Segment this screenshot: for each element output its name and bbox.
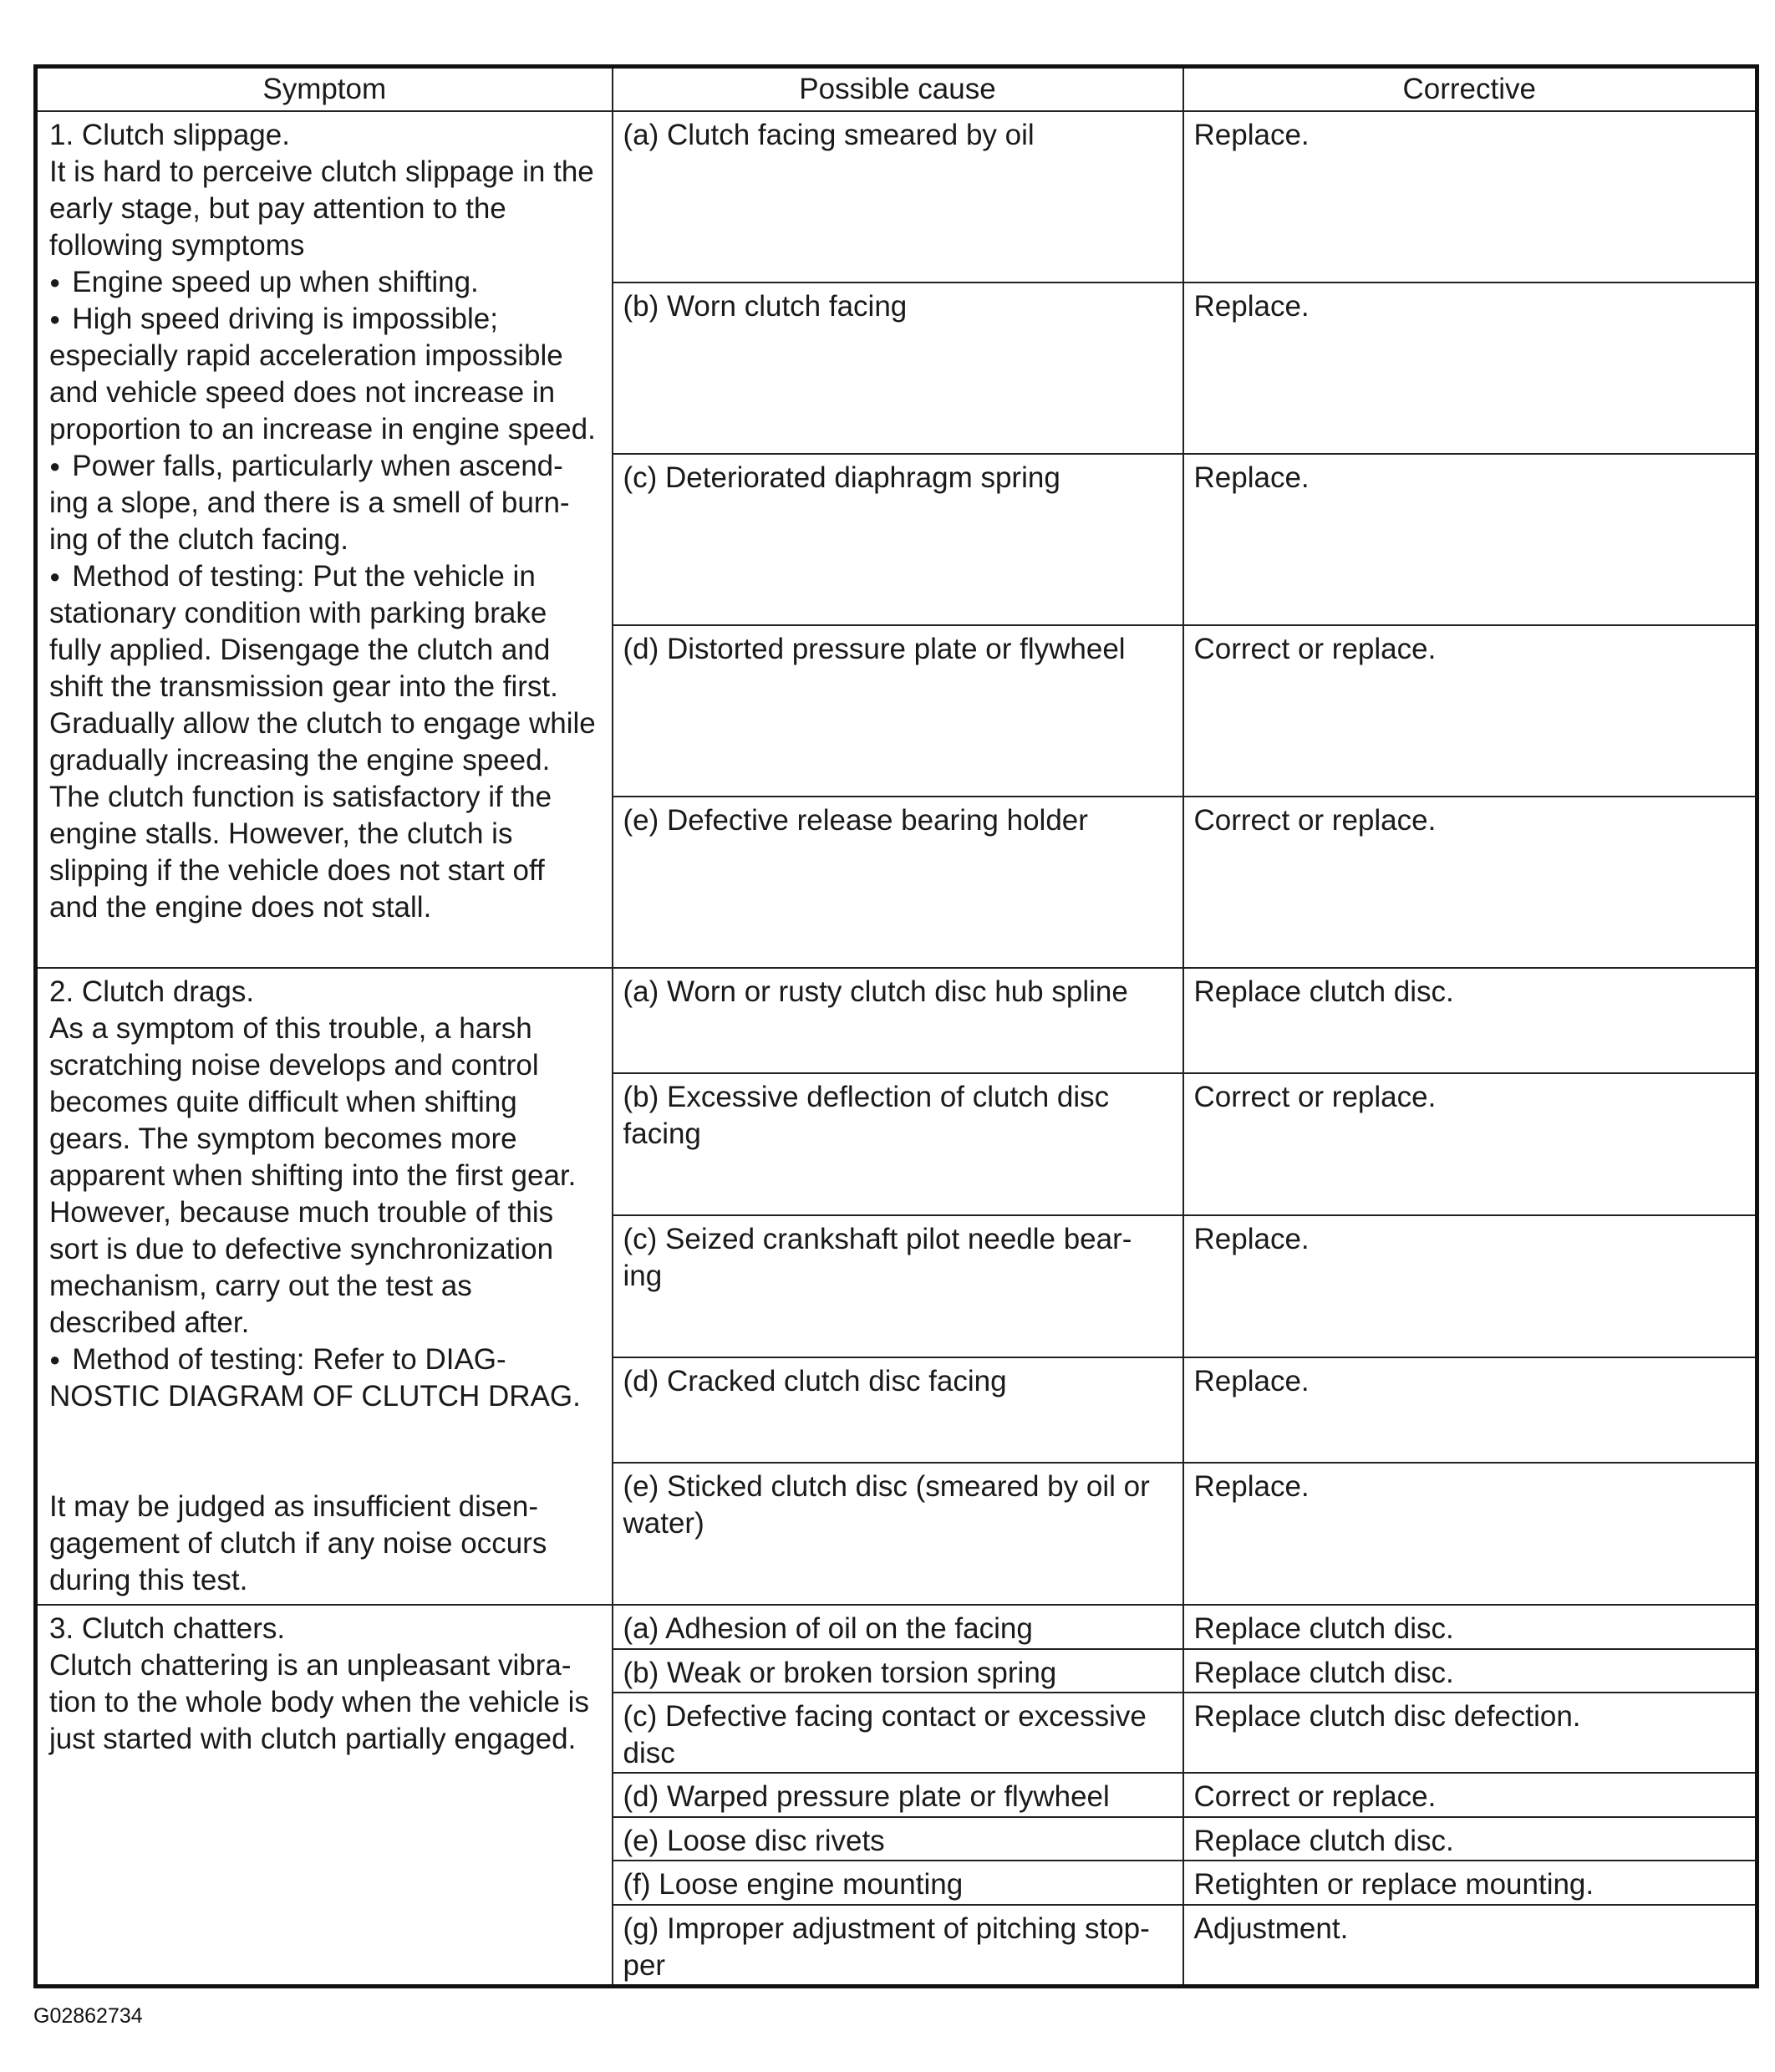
symptom-bullet: ● High speed driving is impossible; especially rapid acceleration impossible and vehicle speed does not increase in proportion to an increase in engine speed. [49,301,600,448]
corrective-cell: Replace clutch disc. [1183,1649,1757,1693]
possible-cause-cell: (a) Worn or rusty clutch disc hub spline [613,968,1183,1073]
possible-cause-cell: (a) Clutch facing smeared by oil [613,111,1183,283]
possible-cause-cell: (d) Warped pressure plate or flywheel [613,1773,1183,1817]
possible-cause-cell: (e) Loose disc rivets [613,1817,1183,1861]
corrective-cell: Correct or replace. [1183,625,1757,797]
symptom-bullet: ● Method of testing: Put the vehicle in stationary condition with parking brake fully applied. Disengage the clutch and shift the transmission gear into the first. Gradually allow the clutch to engage while gradually increasing the engine speed. The clutch function is satisfactory if the engine stalls. However, the clutch is slipping if the vehicle does not start off and the engine does not stall. [49,558,600,926]
header-symptom: Symptom [36,67,613,112]
symptom-title: 3. Clutch chatters. [49,1612,286,1645]
symptom-description: As a symptom of this trouble, a harsh scratching noise develops and control becomes quite difficult when shifting gears. The symptom becomes more apparent when shifting into the first gear. However, because much trouble of this sort is due to defective synchronization mechanism, carry out the test as described after. [49,1012,577,1339]
symptom-bullet: ● Power falls, particularly when ascend- ing a slope, and there is a smell of burn- ing of the clutch facing. [49,448,600,558]
table-row [36,111,1757,283]
symptom-bullet: ● Method of testing: Refer to DIAG- NOSTIC DIAGRAM OF CLUTCH DRAG. [49,1341,600,1415]
possible-cause-cell: (c) Deteriorated diaphragm spring [613,454,1183,625]
symptom-description: It is hard to perceive clutch slippage in the early stage, but pay attention to the following symptoms [49,155,594,262]
possible-cause-cell: (e) Sticked clutch disc (smeared by oil or water) [613,1463,1183,1605]
possible-cause-cell: (a) Adhesion of oil on the facing [613,1605,1183,1649]
corrective-cell: Replace clutch disc defection. [1183,1693,1757,1773]
table-body [36,111,1757,1987]
troubleshooting-table [33,64,1759,1988]
corrective-cell: Retighten or replace mounting. [1183,1861,1757,1905]
corrective-cell: Replace. [1183,283,1757,454]
possible-cause-cell: (d) Cracked clutch disc facing [613,1357,1183,1463]
table-row [36,1605,1757,1649]
header-possible-cause: Possible cause [613,67,1183,112]
symptom-description: Clutch chattering is an unpleasant vibra- tion to the whole body when the vehicle is just started with clutch partially engaged. [49,1649,589,1755]
possible-cause-cell: (b) Worn clutch facing [613,283,1183,454]
possible-cause-cell: (c) Defective facing contact or excessive disc [613,1693,1183,1773]
corrective-cell: Replace. [1183,1215,1757,1357]
symptom-title: 2. Clutch drags. [49,975,255,1008]
corrective-cell: Adjustment. [1183,1905,1757,1987]
corrective-cell: Replace. [1183,1463,1757,1605]
corrective-cell: Correct or replace. [1183,1073,1757,1215]
possible-cause-cell: (b) Excessive deflection of clutch disc facing [613,1073,1183,1215]
corrective-cell: Replace clutch disc. [1183,968,1757,1073]
possible-cause-cell: (e) Defective release bearing holder [613,797,1183,968]
corrective-cell: Replace clutch disc. [1183,1817,1757,1861]
symptom-title: 1. Clutch slippage. [49,119,290,151]
corrective-cell: Correct or replace. [1183,1773,1757,1817]
symptom-bullet: ● Engine speed up when shifting. [49,264,600,301]
possible-cause-cell: (d) Distorted pressure plate or flywheel [613,625,1183,797]
corrective-cell: Replace clutch disc. [1183,1605,1757,1649]
symptom-cell [36,1605,613,1987]
corrective-cell: Replace. [1183,1357,1757,1463]
symptom-note: It may be judged as insufficient disen- gagement of clutch if any noise occurs during this test. [49,1490,547,1596]
symptom-cell [36,968,613,1605]
corrective-cell: Replace. [1183,454,1757,625]
figure-id: G02862734 [33,2004,143,2028]
header-corrective: Corrective [1183,67,1757,112]
header-row [36,67,1757,112]
possible-cause-cell: (g) Improper adjustment of pitching stop- per [613,1905,1183,1987]
corrective-cell: Correct or replace. [1183,797,1757,968]
possible-cause-cell: (f) Loose engine mounting [613,1861,1183,1905]
symptom-cell [36,111,613,968]
possible-cause-cell: (b) Weak or broken torsion spring [613,1649,1183,1693]
corrective-cell: Replace. [1183,111,1757,283]
table-row [36,968,1757,1073]
possible-cause-cell: (c) Seized crankshaft pilot needle bear- ing [613,1215,1183,1357]
